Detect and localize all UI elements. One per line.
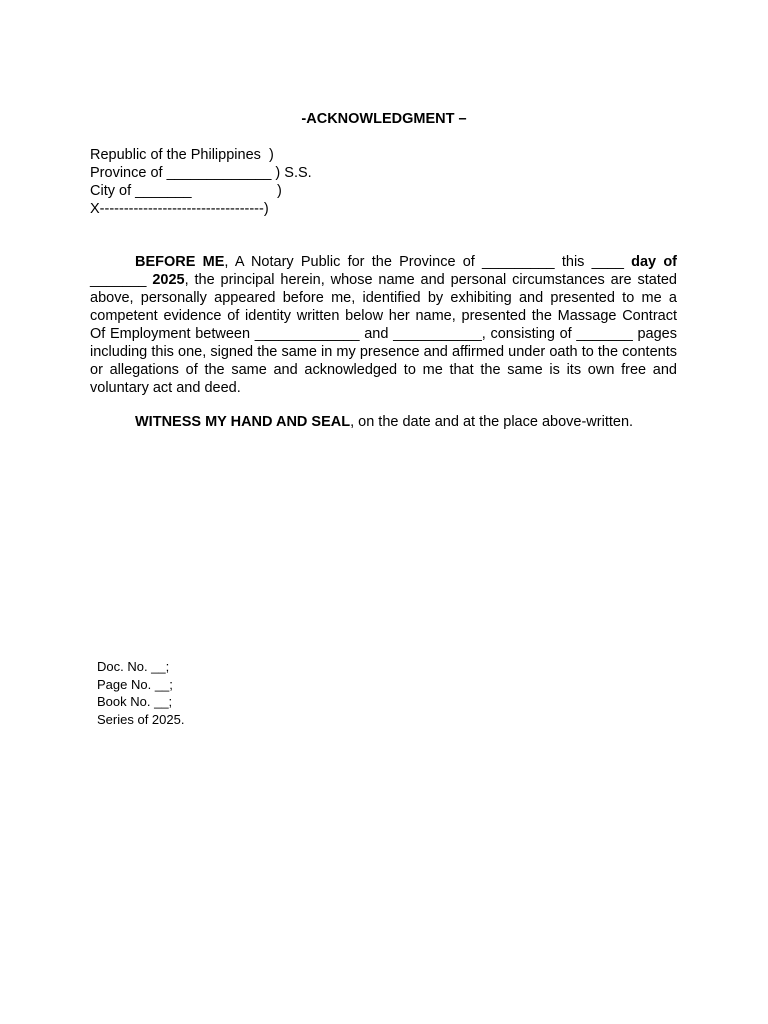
- venue-city-line: [90, 182, 312, 200]
- witness-paragraph: [90, 413, 677, 431]
- venue-city-paren: ): [277, 183, 282, 199]
- venue-x-line: [90, 200, 312, 218]
- venue-republic-text: Republic of the Philippines ): [90, 147, 274, 163]
- before-me-part2: _______: [90, 272, 153, 288]
- notarial-entry-block: [97, 658, 184, 728]
- before-me-paragraph: [90, 253, 677, 397]
- witness-rest: , on the date and at the place above-written.: [350, 414, 634, 430]
- acknowledgment-body: [90, 253, 677, 397]
- before-me-part3: , the principal herein, whose name and personal circumstances are stated above, personally appeared before me, identified by exhibiting and presented to me a competent evidence of identity written below her name, presented the Massage Contract Of Employment between _____________ and ___________, consisting of _______ pages including this one, signed the same in my presence and affirmed under oath to the contents or allegations of the same and acknowledged to me that the same is its own free and voluntary act and deed.: [90, 272, 677, 396]
- book-number: Book No. __;: [97, 694, 173, 709]
- venue-province-text: Province of _____________ ) S.S.: [90, 165, 312, 181]
- before-me-day-of: day of: [631, 254, 678, 270]
- venue-x-text: X----------------------------------): [90, 201, 269, 217]
- witness-lead: WITNESS MY HAND AND SEAL: [135, 414, 351, 430]
- doc-number: Doc. No. __;: [97, 659, 170, 674]
- before-me-year: 2025: [152, 272, 185, 288]
- venue-province-line: [90, 164, 312, 182]
- series-year: Series of 2025.: [97, 711, 185, 727]
- page-number: Page No. __;: [97, 676, 173, 692]
- venue-city-text: City of _______: [90, 183, 192, 199]
- before-me-part1: , A Notary Public for the Province of _________ this ____: [224, 254, 632, 270]
- document-title: -ACKNOWLEDGMENT –: [301, 111, 467, 127]
- venue-block: [90, 146, 312, 218]
- before-me-lead: BEFORE ME: [135, 254, 225, 270]
- venue-republic-line: [90, 146, 312, 164]
